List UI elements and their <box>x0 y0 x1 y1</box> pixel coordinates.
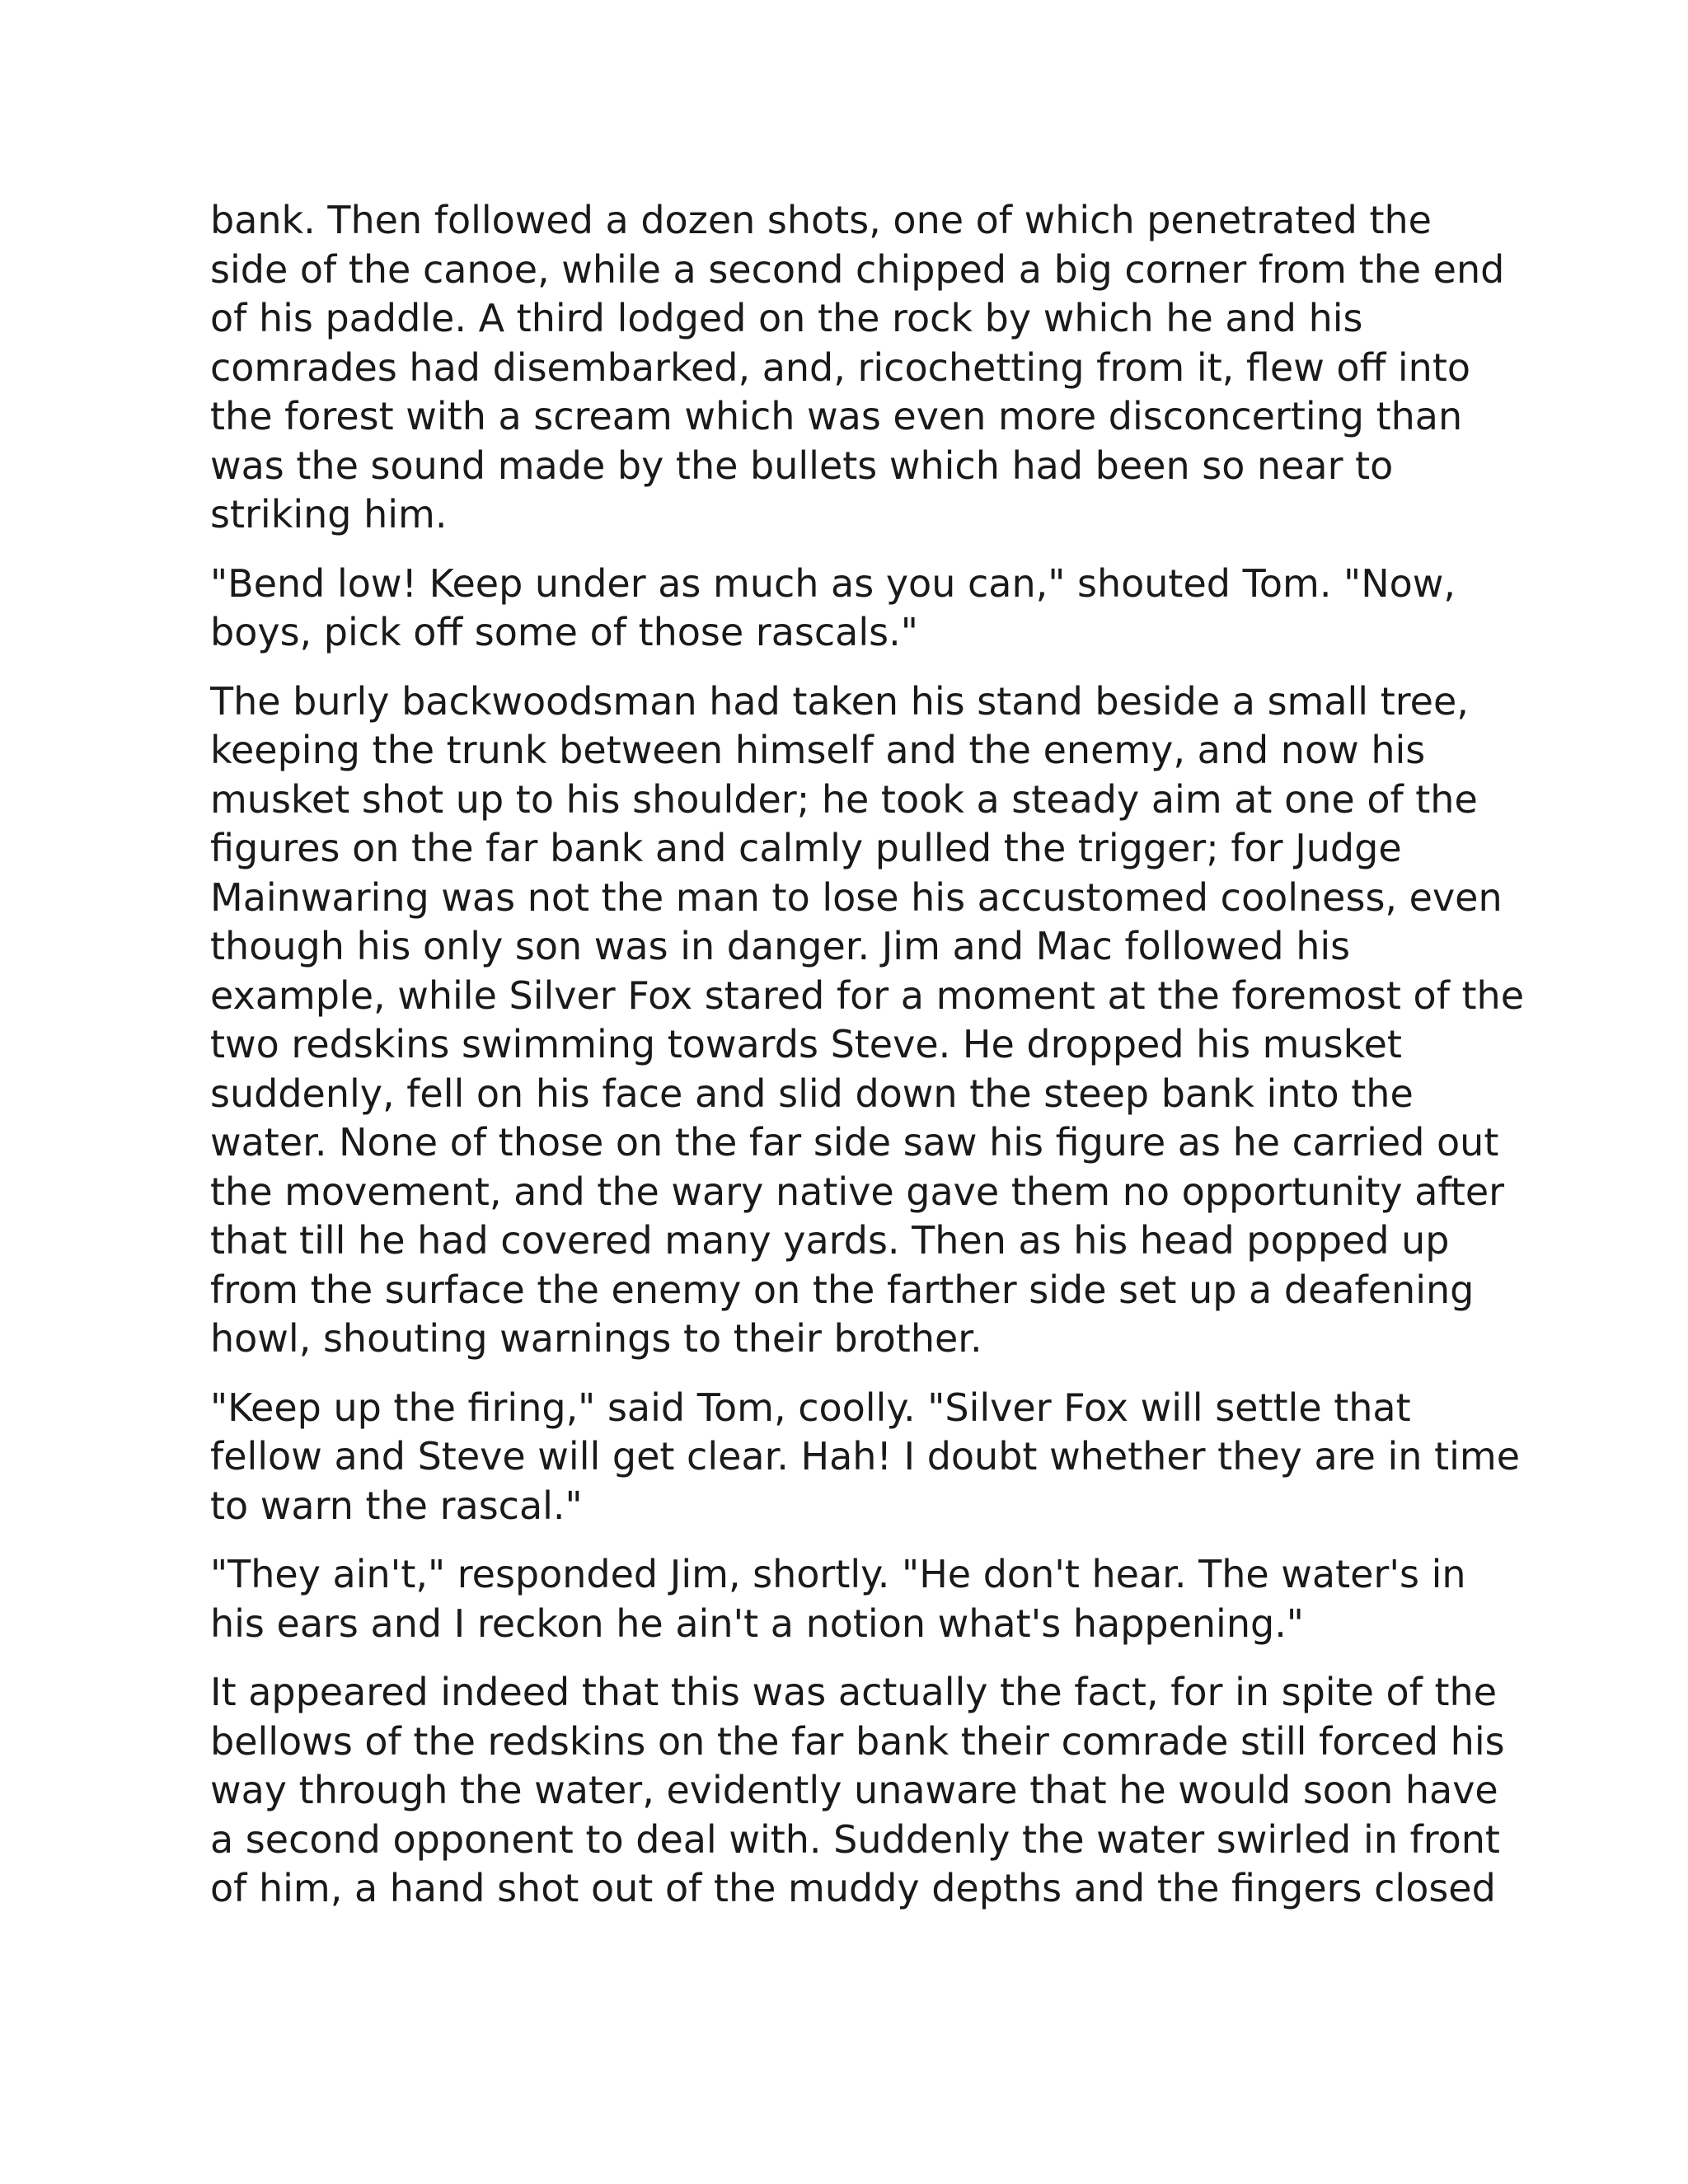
text-line: of him, a hand shot out of the muddy depths and the fingers closed <box>210 1866 1496 1910</box>
paragraph-5 <box>210 1550 1484 1648</box>
text-line: bellows of the redskins on the far bank their comrade still forced his <box>210 1718 1505 1764</box>
text-line: example, while Silver Fox stared for a moment at the foremost of the <box>210 972 1525 1018</box>
text-line: that till he had covered many yards. Then as his head popped up <box>210 1218 1450 1263</box>
text-line: a second opponent to deal with. Suddenly the water swirled in front <box>210 1816 1500 1862</box>
paragraph-1 <box>210 196 1505 540</box>
text-line: water. None of those on the far side saw his figure as he carried out <box>210 1120 1499 1165</box>
text-line: "They ain't," responded Jim, shortly. "He don't hear. The water's in <box>210 1552 1466 1596</box>
text-line: striking him. <box>210 492 448 537</box>
paragraph-6 <box>210 1668 1505 1914</box>
text-line: his ears and I reckon he ain't a notion what's happening." <box>210 1601 1304 1646</box>
text-line: the forest with a scream which was even more disconcerting than <box>210 394 1463 438</box>
text-line: Mainwaring was not the man to lose his accustomed coolness, even <box>210 874 1503 920</box>
text-line: fellow and Steve will get clear. Hah! I doubt whether they are in time <box>210 1434 1520 1479</box>
body-text <box>210 196 1525 1933</box>
text-line: keeping the trunk between himself and the enemy, and now his <box>210 728 1426 772</box>
text-line: the movement, and the wary native gave them no opportunity after <box>210 1169 1505 1214</box>
text-line: figures on the far bank and calmly pulled the trigger; for Judge <box>210 826 1402 870</box>
text-line: of his paddle. A third lodged on the rock by which he and his <box>210 296 1363 340</box>
paragraph-3 <box>210 677 1525 1364</box>
text-line: to warn the rascal." <box>210 1483 583 1528</box>
text-line: from the surface the enemy on the farther side set up a deafening <box>210 1267 1475 1312</box>
text-line: bank. Then followed a dozen shots, one of which penetrated the <box>210 198 1432 242</box>
text-line: boys, pick off some of those rascals." <box>210 610 918 654</box>
text-line: comrades had disembarked, and, ricochetting from it, flew off into <box>210 344 1471 390</box>
text-line: musket shot up to his shoulder; he took a steady aim at one of the <box>210 776 1478 822</box>
paragraph-4 <box>210 1384 1520 1531</box>
text-line: suddenly, fell on his face and slid down the steep bank into the <box>210 1071 1414 1116</box>
text-line: "Keep up the firing," said Tom, coolly. "Silver Fox will settle that <box>210 1385 1411 1430</box>
text-line: was the sound made by the bullets which had been so near to <box>210 443 1394 488</box>
text-line: "Bend low! Keep under as much as you can," shouted Tom. "Now, <box>210 560 1456 606</box>
text-line: It appeared indeed that this was actually the fact, for in spite of the <box>210 1670 1497 1714</box>
text-line: side of the canoe, while a second chipped a big corner from the end <box>210 246 1505 292</box>
text-line: The burly backwoodsman had taken his stand beside a small tree, <box>210 678 1469 724</box>
text-line: though his only son was in danger. Jim and Mac followed his <box>210 924 1351 968</box>
paragraph-2 <box>210 560 1484 658</box>
text-line: way through the water, evidently unaware that he would soon have <box>210 1768 1498 1812</box>
text-line: howl, shouting warnings to their brother. <box>210 1316 982 1361</box>
text-line: two redskins swimming towards Steve. He dropped his musket <box>210 1022 1402 1066</box>
